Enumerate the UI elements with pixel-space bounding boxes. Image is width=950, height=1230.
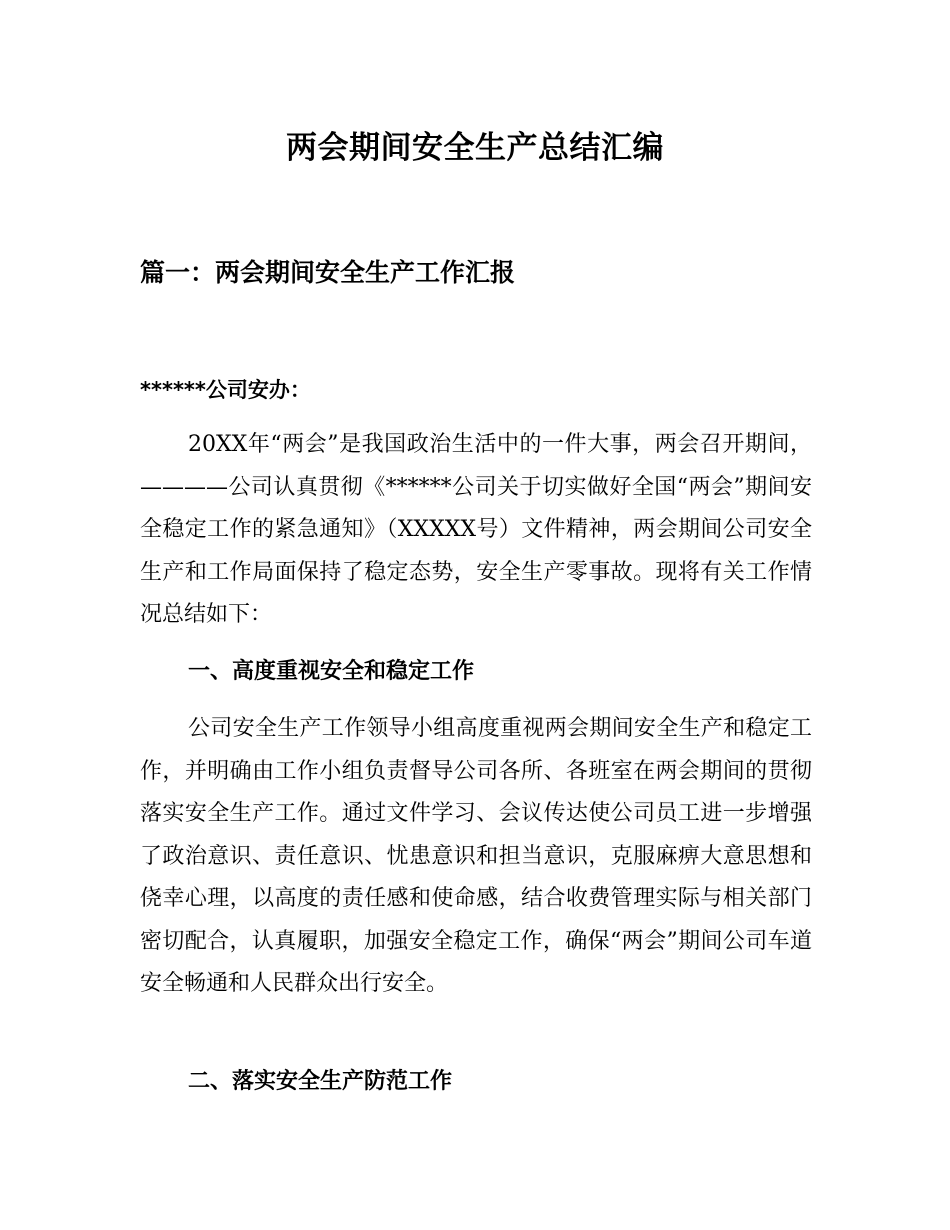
body-paragraph-one: 公司安全生产工作领导小组高度重视两会期间安全生产和稳定工作，并明确由工作小组负责督导公司各所、各班室在两会期间的贯彻落实安全生产工作。通过文件学习、会议传达使公司员工进一步增强了政治意识、责任意识、忧患意识和担当意识，克服麻痹大意思想和侥幸心理，以高度的责任感和使命感，结合收费管理实际与相关部门密切配合，认真履职，加强安全稳定工作，确保“两会”期间公司车道安全畅通和人民群众出行安全。 — [140, 716, 812, 996]
subheading-one: 一、高度重视安全和稳定工作 — [188, 659, 475, 684]
section-title: 篇一：两会期间安全生产工作汇报 — [140, 258, 516, 287]
body-paragraph-intro: 20XX年“两会”是我国政治生活中的一件大事，两会召开期间，————公司认真贯彻《******公司关于切实做好全国“两会”期间安全稳定工作的紧急通知》（XXXXX号）文件精神，两会期间公司安全生产和工作局面保持了稳定态势，安全生产零事故。现将有关工作情况总结如下： — [140, 432, 812, 627]
subheading-two: 二、落实安全生产防范工作 — [188, 1069, 453, 1094]
document-title: 两会期间安全生产总结汇编 — [286, 130, 664, 166]
salutation: ******公司安办： — [140, 378, 311, 402]
